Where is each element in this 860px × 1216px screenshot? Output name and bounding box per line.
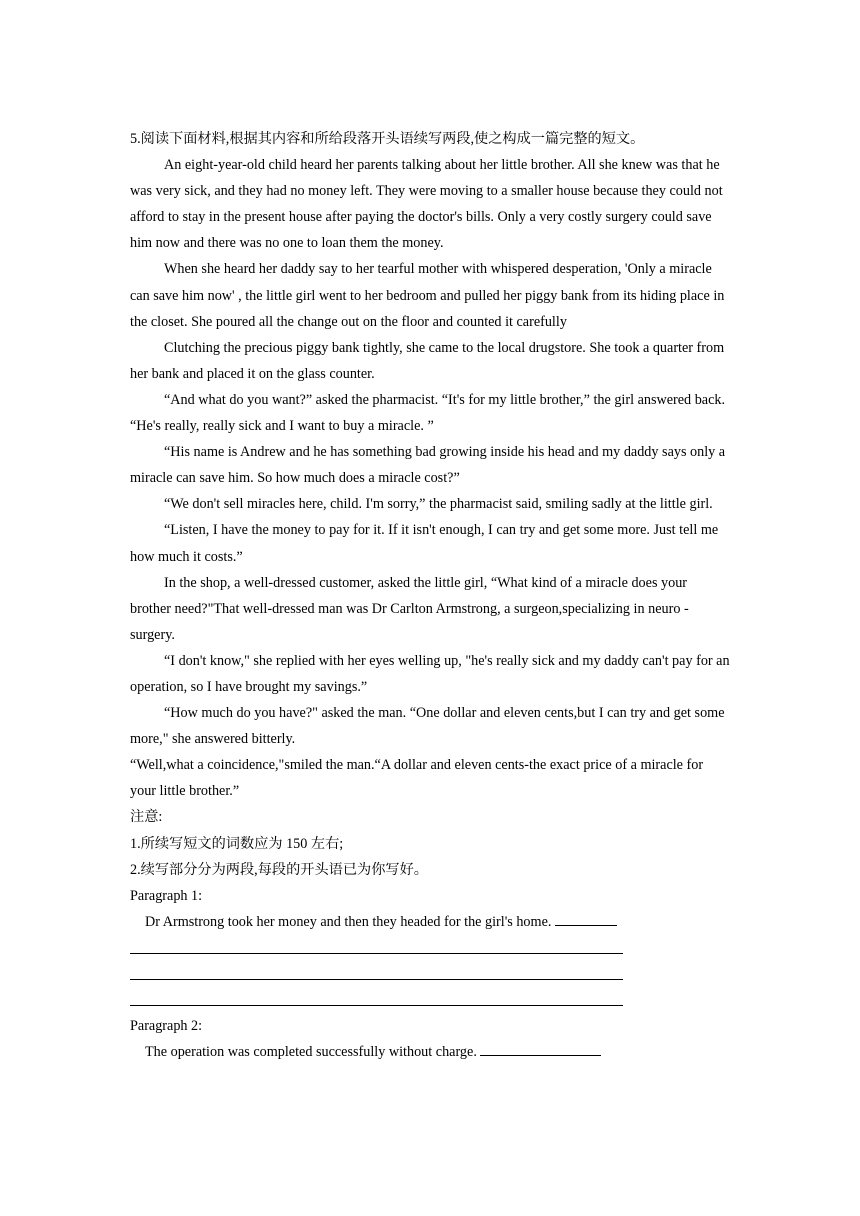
passage-paragraph-3: Clutching the precious piggy bank tightly, she came to the local drugstore. She took a quarter from her bank and placed it on the glass counter.: [130, 339, 725, 382]
passage-paragraph-7: “Listen, I have the money to pay for it. If it isn't enough, I can try and get some more. Just tell me how much it costs.”: [130, 522, 719, 565]
paragraph1-start-text: Dr Armstrong took her money and then they headed for the girl's home.: [145, 913, 552, 930]
passage-paragraph-11: “Well,what a coincidence,"smiled the man.“A dollar and eleven cents-the exact price of a miracle for your little brother.”: [130, 757, 704, 800]
exam-page: [130, 126, 730, 1065]
notes-heading: 注意:: [130, 809, 163, 826]
paragraph2-start-text: The operation was completed successfully without charge.: [145, 1044, 477, 1061]
passage-paragraph-4: “And what do you want?” asked the pharmacist. “It's for my little brother,” the girl answered back. “He's really, really sick and I want to buy a miracle. ”: [130, 391, 726, 435]
answer-line-1[interactable]: [130, 935, 730, 961]
answer-blank[interactable]: [480, 1041, 601, 1056]
paragraph2-start: [130, 1039, 730, 1065]
passage-paragraph-5: “His name is Andrew and he has something bad growing inside his head and my daddy says only a miracle can save him. So how much does a miracle cost?”: [130, 444, 726, 487]
passage-paragraph-6: “We don't sell miracles here, child. I'm sorry,” the pharmacist said, smiling sadly at the little girl.: [164, 496, 713, 513]
answer-rule: [130, 953, 623, 954]
paragraph1-label: Paragraph 1:: [130, 887, 203, 904]
answer-rule: [130, 1005, 623, 1006]
answer-rule: [130, 979, 623, 980]
passage-paragraph-8: In the shop, a well-dressed customer, asked the little girl, “What kind of a miracle does your brother need?"That well-dressed man was Dr Carlton Armstrong, a surgeon,specializing in neuro -surgery.: [130, 574, 689, 643]
passage-paragraph-1: An eight-year-old child heard her parents talking about her little brother. All she knew was that he was very sick, and they had no money left. They were moving to a smaller house because they could not afford to stay in the present house after paying the doctor's bills. Only a very costly surgery could save him now and there was no one to loan them the money.: [130, 157, 723, 252]
passage-paragraph-10: “How much do you have?" asked the man. “One dollar and eleven cents,but I can try and get some more," she answered bitterly.: [130, 705, 725, 748]
paragraph2-label: Paragraph 2:: [130, 1018, 203, 1035]
note-item-1: 1.所续写短文的词数应为 150 左右;: [130, 835, 344, 852]
paragraph1-start: [130, 909, 730, 935]
answer-blank[interactable]: [555, 911, 617, 926]
note-item-2: 2.续写部分分为两段,每段的开头语已为你写好。: [130, 861, 428, 878]
answer-line-3[interactable]: [130, 987, 730, 1013]
question-title: 5.阅读下面材料,根据其内容和所给段落开头语续写两段,使之构成一篇完整的短文。: [130, 131, 645, 147]
passage-paragraph-9: “I don't know," she replied with her eyes welling up, "he's really sick and my daddy can't pay for an operation, so I have brought my savings.”: [130, 652, 730, 695]
passage-paragraph-2: When she heard her daddy say to her tearful mother with whispered desperation, 'Only a miracle can save him now' , the little girl went to her bedroom and pulled her piggy bank from its hiding place in the closet. She poured all the change out on the floor and counted it carefully: [130, 261, 725, 330]
answer-line-2[interactable]: [130, 961, 730, 987]
